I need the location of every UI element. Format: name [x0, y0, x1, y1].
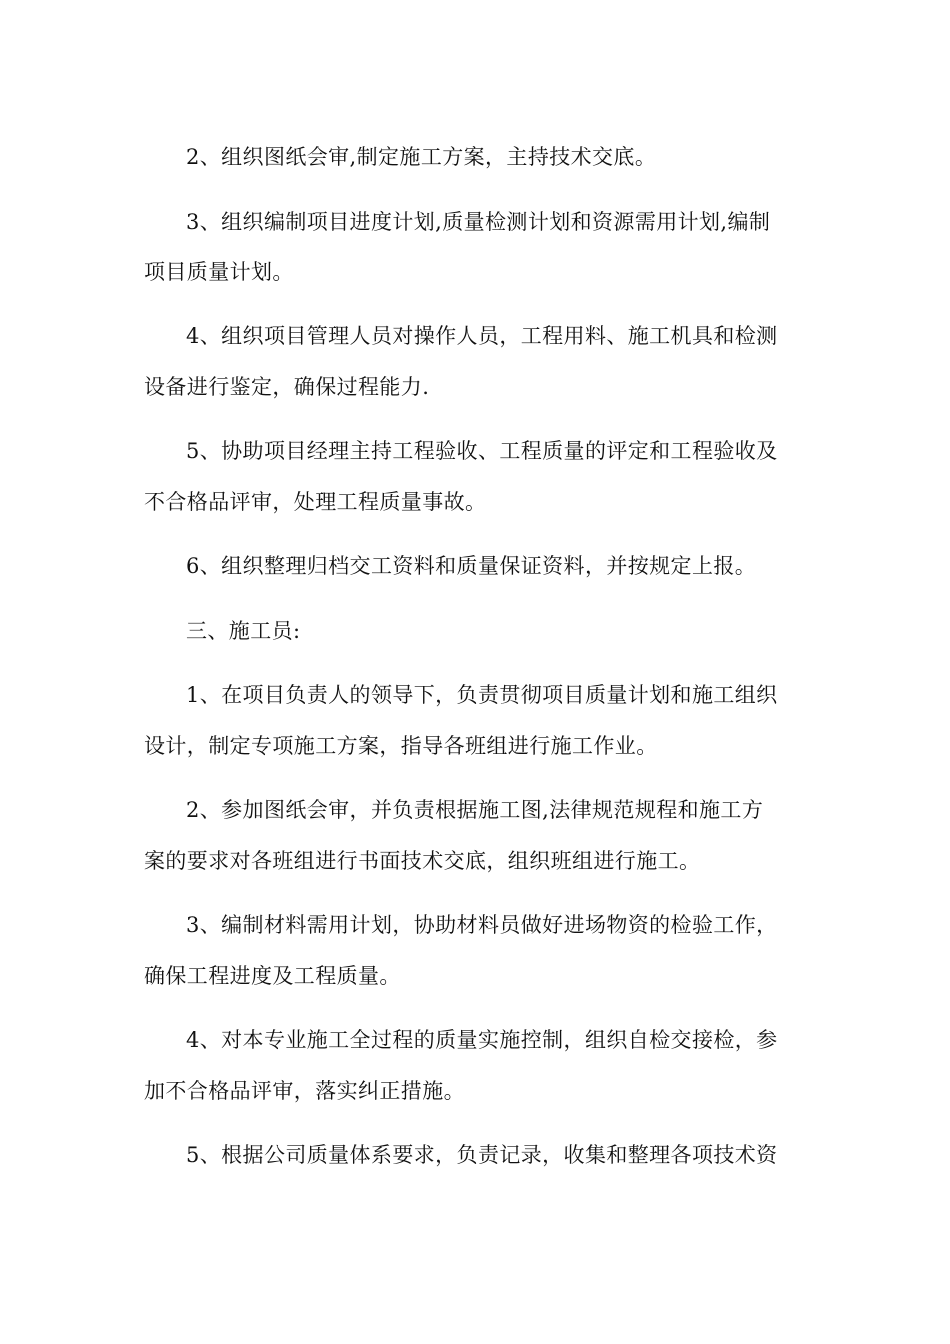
paragraph-line: 2、组织图纸会审,制定施工方案，主持技术交底。	[186, 145, 657, 169]
paragraph-line: 4、对本专业施工全过程的质量实施控制，组织自检交接检，参	[186, 1028, 778, 1052]
paragraph-line: 6、组织整理归档交工资料和质量保证资料，并按规定上报。	[186, 554, 757, 578]
paragraph-line: 1、在项目负责人的领导下，负责贯彻项目质量计划和施工组织	[186, 683, 778, 707]
paragraph-line: 设备进行鉴定，确保过程能力.	[144, 375, 430, 399]
paragraph-line: 案的要求对各班组进行书面技术交底，组织班组进行施工。	[144, 849, 701, 873]
paragraph-line: 项目质量计划。	[144, 260, 294, 284]
paragraph-line: 3、编制材料需用计划，协助材料员做好进场物资的检验工作，	[186, 913, 778, 937]
paragraph-line: 5、根据公司质量体系要求，负责记录，收集和整理各项技术资	[186, 1143, 778, 1167]
paragraph-line: 设计，制定专项施工方案，指导各班组进行施工作业。	[144, 734, 658, 758]
paragraph-line: 加不合格品评审，落实纠正措施。	[144, 1079, 465, 1103]
paragraph-line: 不合格品评审，处理工程质量事故。	[144, 490, 487, 514]
paragraph-line: 2、参加图纸会审，并负责根据施工图,法律规范规程和施工方	[186, 798, 764, 822]
section-heading: 三、施工员:	[186, 619, 301, 643]
paragraph-line: 确保工程进度及工程质量。	[144, 964, 401, 988]
paragraph-line: 5、协助项目经理主持工程验收、工程质量的评定和工程验收及	[186, 439, 778, 463]
paragraph-line: 3、组织编制项目进度计划,质量检测计划和资源需用计划,编制	[186, 210, 771, 234]
paragraph-line: 4、组织项目管理人员对操作人员，工程用料、施工机具和检测	[186, 324, 778, 348]
